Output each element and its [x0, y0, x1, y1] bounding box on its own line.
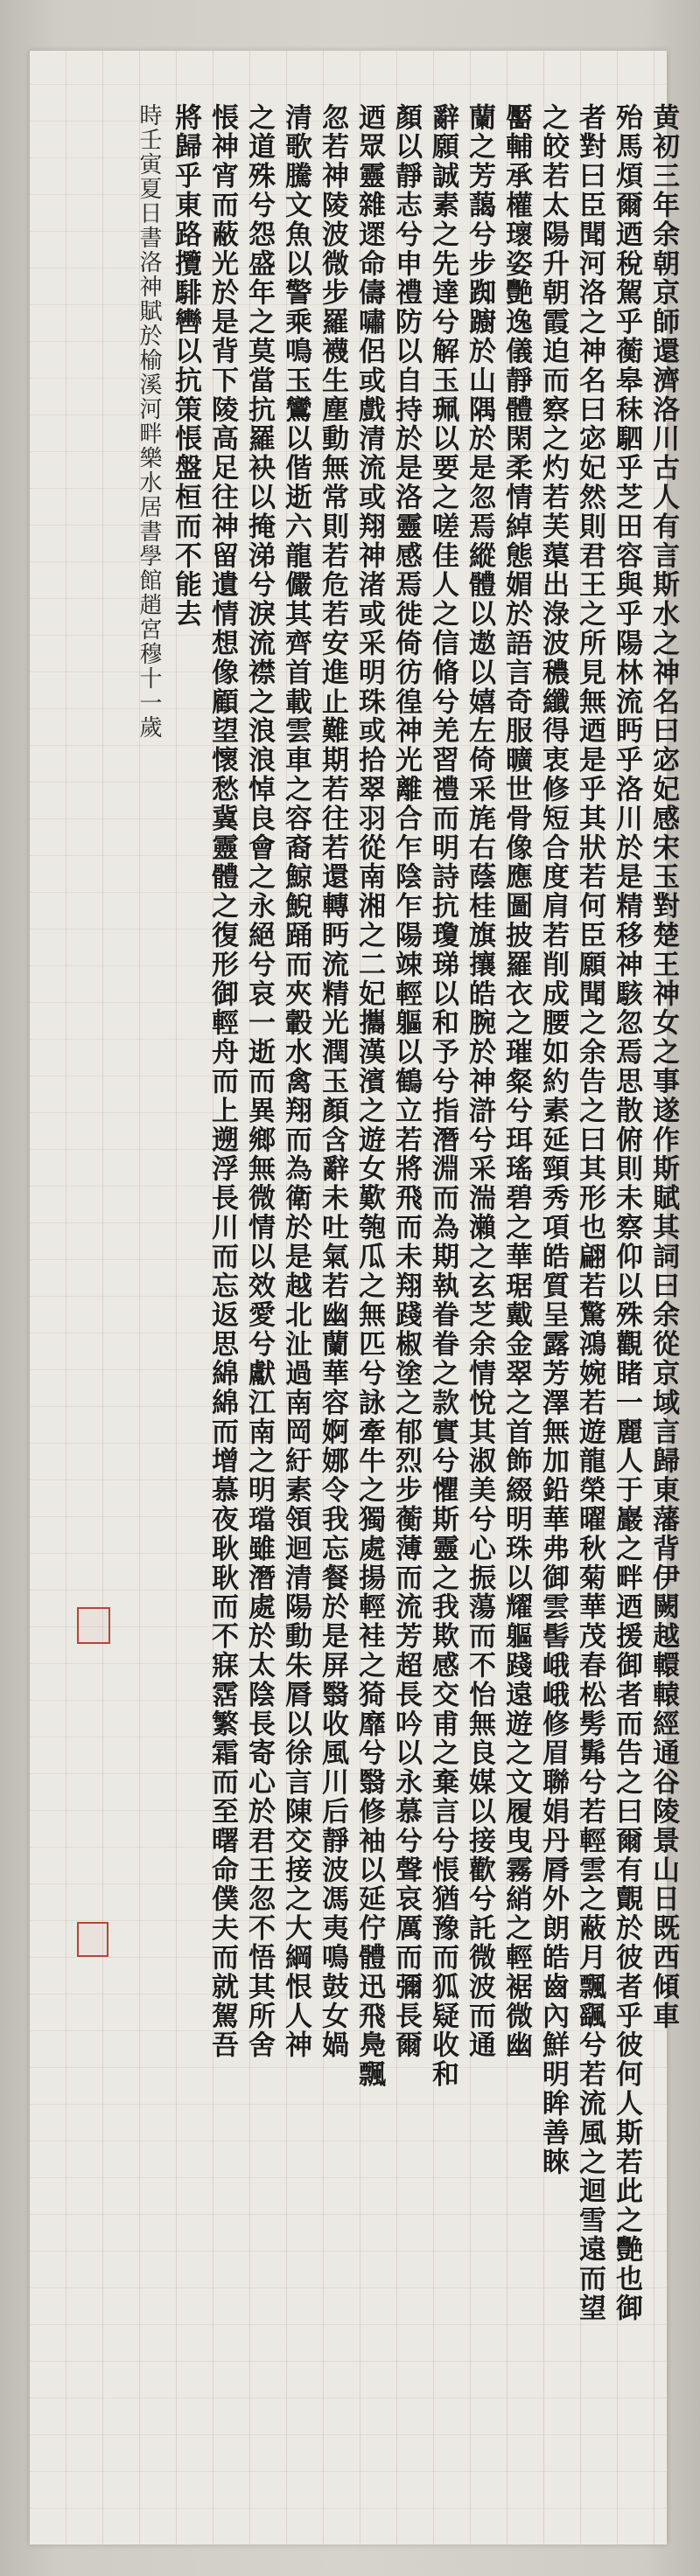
text-column: 黄初三年余朝京師還濟洛川古人有言斯水之神名曰宓妃感宋玉對楚王神女之事遂作斯賦其詞曰余從京域言歸東藩背伊闕越轘轅經通谷陵景山日既西傾車: [648, 103, 679, 2031]
text-column: 將歸乎東路攬騑轡以抗策悵盤桓而不能去: [170, 103, 201, 630]
text-columns: [77, 103, 681, 2552]
text-column: 之道殊兮怨盛年之莫當抗羅袂以掩涕兮淚流襟之浪浪悼良會之永絕兮哀一逝而異鄉無微情以效愛兮獻江南之明璫雖潛處於太陰長寄心於君王忽不悟其所舍: [243, 103, 275, 2060]
red-seal-stamp: [77, 1607, 110, 1644]
text-column: 辭願誠素之先達兮解玉珮以要之嗟佳人之信脩兮羌習禮而明詩抗瓊珶以和予兮指潛淵而為期執眷眷之款實兮懼斯靈之我欺感交甫之棄言兮悵猶豫而狐疑收和: [427, 103, 458, 2090]
calligraphy-scroll: [30, 51, 679, 2545]
text-column: 蘭之芳藹兮步踟躕於山隅於是忽焉縱體以遨以嬉左倚采旄右蔭桂旗攘皓腕於神滸兮采湍瀨之玄芝余情悅其淑美兮心振蕩而不怡無良媒以接歡兮託微波而通: [464, 103, 495, 2060]
text-column: 迺眾靈雜遝命儔嘯侶或戲清流或翔神渚或采明珠或拾翠羽從南湘之二妃攜漢濱之遊女歎匏瓜之無匹兮詠牽牛之獨處揚輕袿之猗靡兮翳修袖以延佇體迅飛鳧飄: [354, 103, 385, 2090]
text-column: 殆馬煩爾迺稅駕乎蘅皋秣駟乎芝田容與乎陽林流眄乎洛川於是精移神駭忽焉思散俯則未察仰以殊觀睹一麗人于巖之畔迺援御者而告之曰爾有覿於彼者乎彼何人斯若此之艷也御: [611, 103, 642, 2323]
text-column: 悵神宵而蔽光於是背下陵高足往神留遺情想像顧望懷愁冀靈體之復形御輕舟而上遡浮長川而忘返思綿綿而增慕夜耿耿而不寐霑繁霜而至曙命僕夫而就駕吾: [206, 103, 238, 2060]
text-column: 靨輔承權瓌姿艷逸儀靜體閑柔情綽態媚於語言奇服曠世骨像應圖披羅衣之璀粲兮珥瑤碧之華琚戴金翠之首飾綴明珠以耀軀踐遠遊之文履曳霧綃之輕裾微幽: [500, 103, 532, 2060]
text-column: 忽若神陵波微步羅襪生塵動無常則若危若安進止難期若往若還轉眄流精光潤玉顏含辭未吐氣若幽蘭華容婀娜令我忘餐於是屏翳收風川后靜波馮夷鳴鼓女媧: [317, 103, 348, 2060]
text-column: 者對曰臣聞河洛之神名曰宓妃然則君王之所見無迺是乎其狀若何臣願聞之余告之曰其形也翩若驚鴻婉若遊龍榮曜秋菊華茂春松髣髴兮若輕雲之蔽月飄颻兮若流風之迴雪遠而望: [574, 103, 606, 2323]
text-column: 清歌騰文魚以警乘鳴玉鸞以偕逝六龍儼其齊首載雲車之容裔鯨鯢踊而夾轂水禽翔而為衛於是越北沚過南岡紆素領迴清陽動朱脣以徐言陳交接之大綱恨人神: [280, 103, 312, 2060]
text-column: 顏以靜志兮申禮防以自持於是洛靈感焉徙倚彷徨神光離合乍陰乍陽竦輕軀以鶴立若將飛而未翔踐椒塗之郁烈步蘅薄而流芳超長吟以永慕兮聲哀厲而彌長爾: [390, 103, 422, 2060]
red-seal-stamp: [77, 1922, 108, 1957]
colophon-column: 時壬寅夏日書洛神賦於榆溪河畔樂水居書學館趙宮穆十一歲: [136, 103, 162, 740]
text-column: 之皎若太陽升朝霞迫而察之灼若芙蕖出淥波穠纖得衷修短合度肩若削成腰如約素延頸秀項皓質呈露芳澤無加鉛華弗御雲髻峨峨修眉聯娟丹脣外朗皓齒內鮮明眸善睞: [537, 103, 569, 2177]
